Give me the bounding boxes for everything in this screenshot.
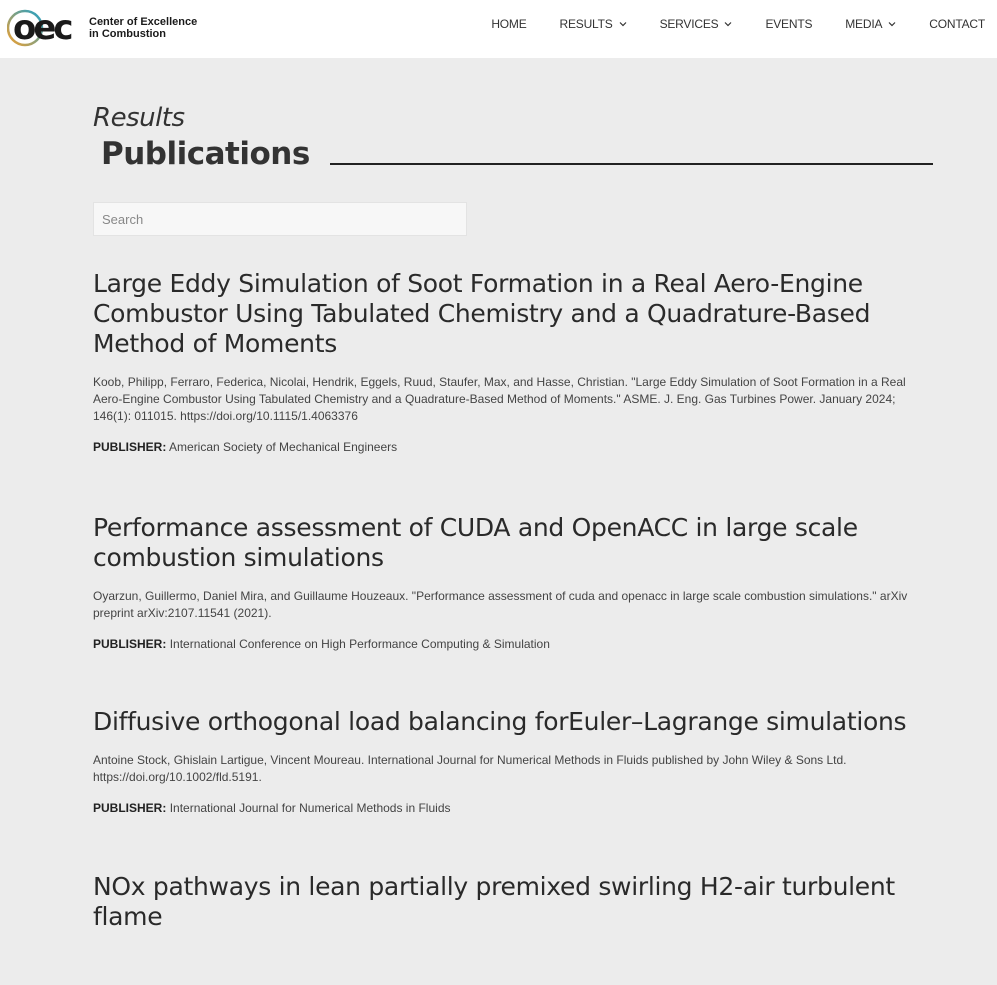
nav-contact-label: CONTACT bbox=[929, 17, 985, 31]
nav-media-label: MEDIA bbox=[845, 17, 883, 31]
main-content bbox=[93, 100, 933, 932]
publication-title[interactable]: Diffusive orthogonal load balancing forEuler–Lagrange simulations bbox=[93, 707, 907, 736]
nav-results-label: RESULTS bbox=[559, 17, 613, 31]
main-nav bbox=[458, 0, 985, 48]
site-logo[interactable] bbox=[7, 8, 197, 48]
nav-home[interactable] bbox=[491, 17, 526, 31]
publisher-label: PUBLISHER: bbox=[93, 440, 167, 454]
logo-wordmark bbox=[89, 16, 197, 40]
chevron-down-icon bbox=[619, 20, 627, 28]
nav-services[interactable] bbox=[660, 17, 733, 31]
publication-title[interactable]: NOx pathways in lean partially premixed swirling H2-air turbulent flame bbox=[93, 872, 895, 931]
chevron-down-icon bbox=[724, 20, 732, 28]
publisher-name: International Conference on High Performance Computing & Simulation bbox=[169, 637, 550, 651]
publisher-label: PUBLISHER: bbox=[93, 637, 167, 651]
publication-item bbox=[93, 707, 933, 817]
page-title: Publications bbox=[101, 136, 310, 172]
nav-contact[interactable] bbox=[929, 17, 985, 31]
publication-title[interactable]: Performance assessment of CUDA and OpenACC in large scale combustion simulations bbox=[93, 513, 858, 572]
publication-publisher bbox=[93, 636, 933, 653]
publication-publisher bbox=[93, 800, 933, 817]
nav-events-label: EVENTS bbox=[765, 17, 813, 31]
chevron-down-icon bbox=[888, 20, 896, 28]
publication-citation: Oyarzun, Guillermo, Daniel Mira, and Guillaume Houzeaux. "Performance assessment of cuda and openacc in large scale combustion simulations." arXiv preprint arXiv:2107.11541 (2021). bbox=[93, 589, 908, 620]
logo-line-1: Center of Excellence bbox=[89, 16, 198, 28]
logo-line-2: in Combustion bbox=[89, 28, 166, 40]
publisher-label: PUBLISHER: bbox=[93, 801, 167, 815]
publisher-name: International Journal for Numerical Methods in Fluids bbox=[169, 801, 451, 815]
publication-item bbox=[93, 269, 933, 456]
publication-publisher bbox=[93, 439, 933, 456]
nav-services-label: SERVICES bbox=[659, 17, 719, 31]
nav-home-label: HOME bbox=[491, 17, 527, 31]
heading-divider bbox=[330, 163, 933, 165]
publisher-name: American Society of Mechanical Engineers bbox=[169, 440, 398, 454]
publication-citation: Koob, Philipp, Ferraro, Federica, Nicolai, Hendrik, Eggels, Ruud, Staufer, Max, and Hasse, Christian. "Large Eddy Simulation of Soot Formation in a Real Aero-Engine Combustor Using Tabulated Chemistry and a Quadrature-Based Method of Moments." ASME. J. Eng. Gas Turbines Power. January 2024; 146(1): 011015. https://doi.org/10.1115/1.4063376 bbox=[93, 375, 906, 423]
publication-citation: Antoine Stock, Ghislain Lartigue, Vincent Moureau. International Journal for Numerical Methods in Fluids published by John Wiley & Sons Ltd. https://doi.org/10.1002/fld.5191. bbox=[93, 753, 847, 784]
publication-item bbox=[93, 513, 933, 653]
site-header bbox=[0, 0, 997, 58]
nav-events[interactable] bbox=[765, 17, 812, 31]
svg-text:oec: oec bbox=[13, 8, 71, 48]
nav-media[interactable] bbox=[845, 17, 896, 31]
nav-results[interactable] bbox=[560, 17, 627, 31]
page-heading-row bbox=[93, 134, 933, 174]
page-eyebrow: Results bbox=[93, 103, 185, 133]
oec-logo-mark bbox=[7, 8, 83, 48]
publication-title[interactable]: Large Eddy Simulation of Soot Formation in a Real Aero-Engine Combustor Using Tabulated Chemistry and a Quadrature-Based Method of Moments bbox=[93, 269, 871, 358]
publication-item bbox=[93, 872, 933, 932]
search-input[interactable] bbox=[93, 202, 467, 236]
